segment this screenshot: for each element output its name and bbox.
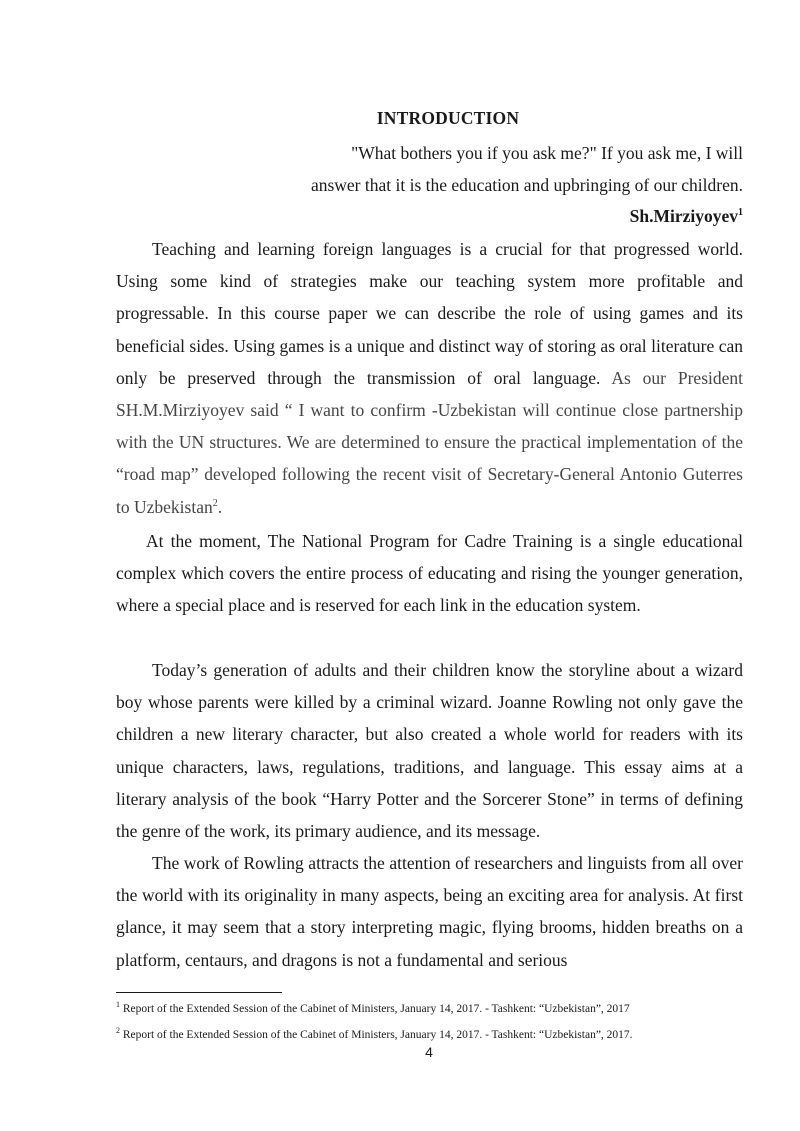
paragraph-4: The work of Rowling attracts the attention of researchers and linguists from all over the world with its originality in many aspects, being an exciting area for analysis. At first glance, it may seem that a story interpreting magic, flying brooms, hidden breaths on a platform, centaurs, and dragons is not a fundamental and serious <box>116 853 743 970</box>
footnote-2-mark: 2 <box>116 1026 120 1036</box>
paragraph-3: Today’s generation of adults and their children know the storyline about a wizard boy whose parents were killed by a criminal wizard. Joanne Rowling not only gave the children a new literary character, but also created a whole world for readers with its unique characters, laws, regulations, traditions, and language. This essay aims at a literary analysis of the book “Harry Potter and the Sorcerer Stone” in terms of defining the genre of the work, its primary audience, and its message. <box>116 660 743 842</box>
page-number: 4 <box>425 1044 433 1060</box>
epigraph-author <box>630 206 743 227</box>
footnote-2 <box>116 1026 633 1041</box>
footnote-ref-2: 2 <box>212 497 218 509</box>
paragraph-1-end: . <box>217 496 223 517</box>
footnote-ref-1: 1 <box>738 207 743 219</box>
footnote-2-text: Report of the Extended Session of the Cabinet of Ministers, January 14, 2017. - Tashkent: “Uzbekistan”, 2017. <box>120 1029 633 1041</box>
page-title: INTRODUCTION <box>376 108 520 128</box>
paragraph-2: At the moment, The National Program for Cadre Training is a single educational complex which covers the entire process of educating and rising the younger generation, where a special place and is reserved for each link in the education system. <box>116 531 743 616</box>
author-name: Sh.Mirziyoyev <box>629 206 738 226</box>
epigraph-line-1: "What bothers you if you ask me?" If you ask me, I will <box>351 143 743 163</box>
footnote-1-text: Report of the Extended Session of the Cabinet of Ministers, January 14, 2017. - Tashkent: “Uzbekistan”, 2017 <box>120 1003 630 1015</box>
footnote-1 <box>116 1000 630 1015</box>
footnote-divider <box>116 992 282 993</box>
footnote-1-mark: 1 <box>116 1000 120 1010</box>
paragraph-1-quote: As our President SH.M.Mirziyoyev said “ I want to confirm -Uzbekistan will continue close partnership with the UN structures. We are determined to ensure the practical implementation of the “road map” developed following the recent visit of Secretary-General Antonio Guterres to Uzbekistan <box>116 367 743 517</box>
epigraph-line-2: answer that it is the education and upbringing of our children. <box>310 175 743 195</box>
paragraph-1 <box>116 233 743 523</box>
paragraph-1-text: Teaching and learning foreign languages is a crucial for that progressed world. Using some kind of strategies make our teaching system more profitable and progressable. In this course paper we can describe the role of using games and its beneficial sides. Using games is a unique and distinct way of storing as oral literature can only be preserved through the transmission of oral language. <box>116 239 743 388</box>
